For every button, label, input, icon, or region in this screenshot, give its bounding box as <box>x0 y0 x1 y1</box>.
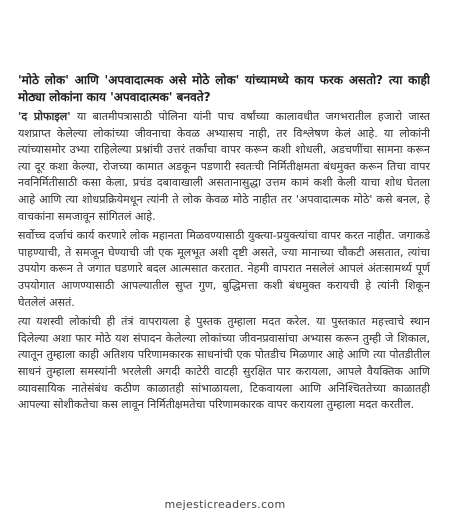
paragraph-lead-bold: 'द प्रोफाइल' <box>18 110 71 123</box>
paragraph-profile <box>18 109 430 225</box>
paragraph-profile-text: या बातमीपत्रासाठी पोलिना यांनी पाच वर्षांच्या कालावधीत जगभरातील हजारो जास्त यशप्राप्त केलेल्या लोकांच्या जीवनाचा केवळ अभ्यासच नाही, तर विश्लेषण केलं आहे. या लोकांनी त्यांच्यासमोर उभ्या राहिलेल्या प्रश्नांची उत्तरं तर्कांचा वापर करून कशी शोधली, अडचणींचा सामना करून त्या दूर कशा केल्या, रोजच्या कामात अडकून पडणारी स्वतःची निर्मितीक्षमता बंधमुक्त करून तिचा वापर नवनिर्मितीसाठी कसा केला, प्रचंड दबावाखाली असतानासुद्धा उत्तम कामं कशी केली याचा शोध घेतला आहे आणि त्या शोधप्रक्रियेमधून त्यांनी ते लोक केवळ मोठे नाहीत तर 'अपवादात्मक मोठे' कसे बनल, हे वाचकांना समजावून सांगितलं आहे. <box>18 110 430 223</box>
paragraph-great-people: सर्वोच्च दर्जाचं कार्य करणारे लोक महानता मिळवण्यासाठी युक्त्या-प्रयुक्त्यांचा वापर करत नाहीत. जगाकडे पाहण्याची, ते समजून घेण्याची जी एक मूलभूत अशी दृष्टी असते, ज्या मानाच्या चौकटी असतात, त्यांचा उपयोग करून ते जगात घडणारे बदल आत्मसात करतात. नेहमी वापरात नसलेलं आपलं अंतःसामर्थ्य पूर्ण उपयोगात आणण्यासाठी आपल्यातील सुप्त गुण, बुद्धिमत्ता कशी बंधमुक्त करायची हे त्यांनी शिकून घेतलेलं असतं. <box>18 229 430 309</box>
paragraph-book-help: त्या यशस्वी लोकांची ही तंत्रं वापरायला हे पुस्तक तुम्हाला मदत करेल. या पुस्तकात महत्त्वाचे स्थान दिलेल्या अशा फार मोठे यश संपादन केलेल्या लोकांच्या जीवनप्रवासांचा अभ्यास करून तुम्ही जे शिकाल, त्यातून तुम्हाला काही अतिशय परिणामकारक साधनांची एक पोतडीच मिळणार आहे आणि त्या पोतडीतील साधनं तुम्हाला समस्यांनी भरलेली अगदी काटेरी वाटही सुरक्षित पार करायला, आपले वैयक्तिक आणि व्यावसायिक नातेसंबंध कठीण काळातही सांभाळायला, टिकवायला आणि अनिश्चिततेच्या काळातही आपल्या सोशीकतेचा कस लावून निर्मितीक्षमतेचा परिणामकारक वापर करायला तुम्हाला मदत करतील. <box>18 315 430 412</box>
document-heading: 'मोठे लोक' आणि 'अपवादात्मक असे मोठे लोक' यांच्यामध्ये काय फरक असतो? त्या काही मोठ्या लोकांना काय 'अपवादात्मक' बनवते? <box>18 73 430 104</box>
footer-watermark: mejesticreaders.com <box>164 498 286 511</box>
document-body <box>18 72 430 512</box>
